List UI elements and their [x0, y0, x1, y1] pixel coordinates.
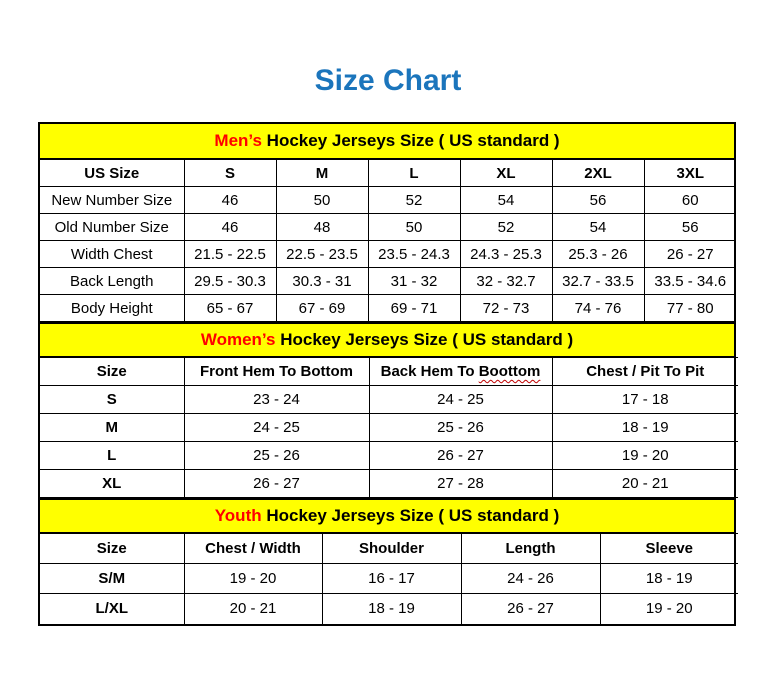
mens-table-cell: 22.5 - 23.5 [276, 241, 368, 268]
mens-column-header: US Size [40, 160, 184, 187]
womens-table-cell: 25 - 26 [369, 414, 552, 442]
womens-table-cell: 26 - 27 [184, 470, 369, 498]
mens-table-cell: 50 [276, 187, 368, 214]
mens-table-row [40, 187, 736, 214]
womens-table-cell: 19 - 20 [552, 442, 738, 470]
mens-column-header: XL [460, 160, 552, 187]
mens-table-cell: 74 - 76 [552, 295, 644, 322]
mens-row-label: Width Chest [40, 241, 184, 268]
youth-column-header: Shoulder [322, 534, 461, 564]
youth-table-cell: 20 - 21 [184, 594, 322, 624]
mens-column-header: 2XL [552, 160, 644, 187]
womens-row-label: M [40, 414, 184, 442]
youth-column-header: Size [40, 534, 184, 564]
youth-band-highlight: Youth [214, 506, 262, 525]
mens-column-header: L [368, 160, 460, 187]
youth-section [40, 498, 734, 624]
page-title: Size Chart [314, 64, 462, 97]
mens-table-cell: 46 [184, 214, 276, 241]
womens-band-highlight: Women’s [200, 330, 276, 349]
mens-row-label: Back Length [40, 268, 184, 295]
misspelled-word: Boottom [478, 363, 541, 380]
mens-table-row [40, 214, 736, 241]
womens-table-cell: 17 - 18 [552, 386, 738, 414]
youth-table-cell: 18 - 19 [322, 594, 461, 624]
mens-table-cell: 65 - 67 [184, 295, 276, 322]
womens-table-row [40, 442, 738, 470]
womens-header-row [40, 358, 738, 386]
womens-size-table [40, 357, 738, 498]
mens-row-label: Body Height [40, 295, 184, 322]
mens-column-header: M [276, 160, 368, 187]
youth-header-row [40, 534, 738, 564]
mens-section-band [40, 124, 734, 159]
mens-table-cell: 52 [368, 187, 460, 214]
mens-table-cell: 56 [644, 214, 736, 241]
youth-table-cell: 19 - 20 [600, 594, 738, 624]
mens-table-cell: 77 - 80 [644, 295, 736, 322]
womens-table-row [40, 414, 738, 442]
youth-table-row [40, 564, 738, 594]
youth-size-table [40, 533, 738, 624]
youth-row-label: S/M [40, 564, 184, 594]
womens-row-label: S [40, 386, 184, 414]
youth-column-header: Sleeve [600, 534, 738, 564]
womens-table-row [40, 386, 738, 414]
youth-band-text: Hockey Jerseys Size ( US standard ) [261, 506, 560, 525]
mens-table-cell: 54 [552, 214, 644, 241]
mens-table-row [40, 268, 736, 295]
mens-table-cell: 32 - 32.7 [460, 268, 552, 295]
mens-table-cell: 60 [644, 187, 736, 214]
womens-table-row [40, 470, 738, 498]
womens-table-cell: 24 - 25 [184, 414, 369, 442]
mens-table-cell: 50 [368, 214, 460, 241]
womens-section [40, 322, 734, 498]
youth-table-cell: 26 - 27 [461, 594, 600, 624]
youth-table-cell: 16 - 17 [322, 564, 461, 594]
womens-table-cell: 26 - 27 [369, 442, 552, 470]
womens-table-cell: 24 - 25 [369, 386, 552, 414]
womens-column-header: Chest / Pit To Pit [552, 358, 738, 386]
womens-row-label: XL [40, 470, 184, 498]
mens-table-cell: 21.5 - 22.5 [184, 241, 276, 268]
youth-table-row [40, 594, 738, 624]
mens-table-cell: 30.3 - 31 [276, 268, 368, 295]
womens-column-header: Back Hem To Boottom [369, 358, 552, 386]
mens-column-header: 3XL [644, 160, 736, 187]
mens-table-cell: 33.5 - 34.6 [644, 268, 736, 295]
youth-table-cell: 24 - 26 [461, 564, 600, 594]
mens-table-cell: 29.5 - 30.3 [184, 268, 276, 295]
mens-table-cell: 24.3 - 25.3 [460, 241, 552, 268]
size-chart-container [38, 122, 736, 626]
youth-table-cell: 19 - 20 [184, 564, 322, 594]
mens-table-cell: 48 [276, 214, 368, 241]
mens-row-label: New Number Size [40, 187, 184, 214]
womens-row-label: L [40, 442, 184, 470]
youth-row-label: L/XL [40, 594, 184, 624]
mens-column-header: S [184, 160, 276, 187]
mens-table-cell: 31 - 32 [368, 268, 460, 295]
youth-table-cell: 18 - 19 [600, 564, 738, 594]
mens-section [40, 124, 734, 322]
womens-table-cell: 27 - 28 [369, 470, 552, 498]
womens-section-band [40, 322, 734, 357]
mens-size-table [40, 159, 736, 322]
womens-table-cell: 25 - 26 [184, 442, 369, 470]
womens-table-cell: 18 - 19 [552, 414, 738, 442]
mens-table-cell: 69 - 71 [368, 295, 460, 322]
mens-table-cell: 56 [552, 187, 644, 214]
womens-table-cell: 20 - 21 [552, 470, 738, 498]
mens-table-cell: 67 - 69 [276, 295, 368, 322]
mens-table-row [40, 241, 736, 268]
womens-table-cell: 23 - 24 [184, 386, 369, 414]
youth-section-band [40, 498, 734, 533]
mens-row-label: Old Number Size [40, 214, 184, 241]
womens-band-text: Hockey Jerseys Size ( US standard ) [275, 330, 574, 349]
mens-band-text: Hockey Jerseys Size ( US standard ) [261, 131, 560, 150]
mens-table-cell: 72 - 73 [460, 295, 552, 322]
mens-table-cell: 23.5 - 24.3 [368, 241, 460, 268]
mens-table-cell: 54 [460, 187, 552, 214]
mens-table-row [40, 295, 736, 322]
youth-column-header: Length [461, 534, 600, 564]
mens-table-cell: 46 [184, 187, 276, 214]
youth-column-header: Chest / Width [184, 534, 322, 564]
mens-band-highlight: Men’s [214, 131, 262, 150]
mens-header-row [40, 160, 736, 187]
womens-column-header: Front Hem To Bottom [184, 358, 369, 386]
mens-table-cell: 25.3 - 26 [552, 241, 644, 268]
mens-table-cell: 32.7 - 33.5 [552, 268, 644, 295]
mens-table-cell: 26 - 27 [644, 241, 736, 268]
womens-column-header: Size [40, 358, 184, 386]
mens-table-cell: 52 [460, 214, 552, 241]
